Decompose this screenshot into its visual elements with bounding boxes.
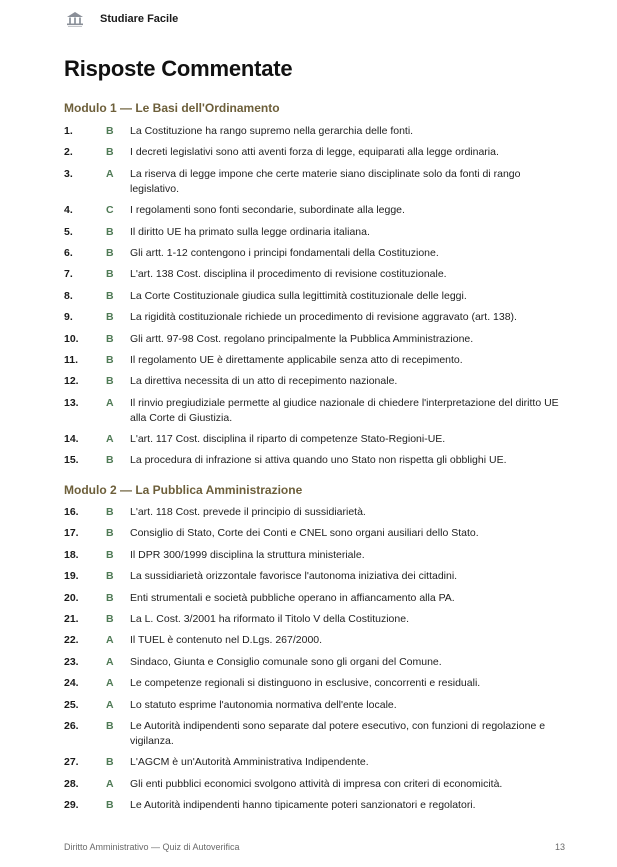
- answer-explanation: Enti strumentali e società pubbliche operano in affiancamento alla PA.: [130, 591, 455, 604]
- answer-row: [64, 698, 564, 713]
- answer-explanation: La rigidità costituzionale richiede un procedimento di revisione aggravato (art. 138).: [130, 311, 517, 324]
- question-number: 28.: [64, 777, 79, 790]
- answer-letter: B: [106, 246, 114, 259]
- answer-row: [64, 225, 564, 240]
- page-footer: [64, 842, 565, 852]
- answer-letter: C: [106, 204, 114, 217]
- answer-list: [64, 505, 564, 819]
- answer-row: [64, 332, 564, 347]
- answer-letter: B: [106, 506, 114, 518]
- answer-explanation: La procedura di infrazione si attiva quando uno Stato non rispetta gli obblighi UE.: [130, 454, 507, 467]
- answer-row: [64, 655, 564, 670]
- answer-explanation: Lo statuto esprime l'autonomia normativa dell'ente locale.: [130, 698, 397, 711]
- answer-row: [64, 203, 564, 218]
- brand-name: Studiare Facile: [100, 13, 179, 25]
- answer-explanation: Sindaco, Giunta e Consiglio comunale sono gli organi del Comune.: [130, 655, 442, 668]
- question-number: 1.: [64, 125, 73, 137]
- question-number: 15.: [64, 454, 79, 467]
- question-number: 20.: [64, 591, 79, 604]
- answer-explanation: I regolamenti sono fonti secondarie, subordinate alla legge.: [130, 204, 405, 217]
- answer-letter: B: [106, 612, 114, 625]
- answer-row: [64, 591, 564, 606]
- answer-letter: B: [106, 225, 114, 238]
- answer-explanation: Gli artt. 1-12 contengono i principi fondamentali della Costituzione.: [130, 246, 439, 259]
- answer-letter: A: [106, 655, 114, 668]
- question-number: 13.: [64, 396, 79, 409]
- answer-row: [64, 612, 564, 627]
- question-number: 26.: [64, 719, 79, 732]
- answer-explanation: La Costituzione ha rango supremo nella gerarchia delle fonti.: [130, 125, 414, 137]
- answer-letter: B: [106, 719, 114, 732]
- question-number: 25.: [64, 698, 79, 711]
- answer-explanation: La direttiva necessita di un atto di recepimento nazionale.: [130, 375, 398, 388]
- answer-row: [64, 453, 564, 468]
- question-number: 22.: [64, 634, 79, 647]
- answer-row: [64, 777, 564, 792]
- answer-row: [64, 167, 564, 197]
- answer-letter: A: [106, 634, 114, 647]
- question-number: 7.: [64, 268, 73, 281]
- question-number: 3.: [64, 167, 73, 180]
- question-number: 5.: [64, 225, 73, 238]
- question-number: 4.: [64, 204, 73, 217]
- question-number: 6.: [64, 246, 73, 259]
- answer-explanation: Gli enti pubblici economici svolgono attività di impresa con criteri di economicità.: [130, 777, 503, 790]
- answer-letter: A: [106, 677, 114, 690]
- answer-row: [64, 124, 564, 139]
- answer-letter: A: [106, 698, 114, 711]
- question-number: 21.: [64, 612, 79, 625]
- answer-row: [64, 548, 564, 563]
- question-number: 29.: [64, 799, 79, 812]
- question-number: 17.: [64, 527, 79, 540]
- answer-explanation: La L. Cost. 3/2001 ha riformato il Titolo V della Costituzione.: [130, 612, 409, 625]
- question-number: 2.: [64, 146, 73, 159]
- answer-explanation: La riserva di legge impone che certe materie siano disciplinate solo da fonti di rango legislativo.: [130, 167, 521, 195]
- answer-explanation: La sussidiarietà orizzontale favorisce l'autonoma iniziativa dei cittadini.: [130, 570, 458, 583]
- answer-list: [64, 124, 564, 475]
- answer-row: [64, 246, 564, 261]
- answer-letter: B: [106, 570, 114, 583]
- answer-explanation: La Corte Costituzionale giudica sulla legittimità costituzionale delle leggi.: [130, 289, 467, 302]
- answer-explanation: Il TUEL è contenuto nel D.Lgs. 267/2000.: [130, 634, 323, 647]
- question-number: 23.: [64, 655, 79, 668]
- page-header: [64, 9, 178, 29]
- answer-row: [64, 145, 564, 160]
- question-number: 8.: [64, 289, 73, 302]
- answer-letter: B: [106, 454, 114, 467]
- answer-row: [64, 432, 564, 447]
- answer-explanation: Il diritto UE ha primato sulla legge ordinaria italiana.: [130, 225, 370, 238]
- question-number: 18.: [64, 548, 79, 561]
- answer-explanation: Il DPR 300/1999 disciplina la struttura ministeriale.: [130, 548, 365, 561]
- module-heading: Modulo 2 — La Pubblica Amministrazione: [64, 483, 303, 497]
- answer-letter: A: [106, 396, 114, 409]
- answer-letter: B: [106, 289, 114, 302]
- question-number: 24.: [64, 677, 79, 690]
- answer-row: [64, 289, 564, 304]
- answer-row: [64, 798, 564, 813]
- answer-row: [64, 267, 564, 282]
- page-title: Risposte Commentate: [64, 56, 293, 81]
- answer-letter: B: [106, 332, 114, 345]
- answer-row: [64, 374, 564, 389]
- answer-letter: B: [106, 311, 114, 324]
- answer-letter: B: [106, 146, 114, 159]
- answer-explanation: Le competenze regionali si distinguono in esclusive, concorrenti e residuali.: [130, 677, 481, 690]
- answer-row: [64, 676, 564, 691]
- answer-letter: A: [106, 167, 114, 180]
- answer-letter: B: [106, 548, 114, 561]
- question-number: 27.: [64, 756, 79, 769]
- answer-row: [64, 526, 564, 541]
- answer-row: [64, 719, 564, 749]
- answer-explanation: L'AGCM è un'Autorità Amministrativa Indipendente.: [130, 756, 369, 769]
- answer-explanation: Le Autorità indipendenti hanno tipicamente poteri sanzionatori e regolatori.: [130, 799, 476, 812]
- answer-letter: B: [106, 268, 114, 281]
- question-number: 10.: [64, 332, 79, 345]
- question-number: 19.: [64, 570, 79, 583]
- answer-letter: B: [106, 375, 114, 388]
- question-number: 9.: [64, 311, 73, 324]
- footer-title: Diritto Amministrativo — Quiz di Autoverifica: [64, 842, 240, 852]
- answer-row: [64, 633, 564, 648]
- answer-letter: B: [106, 353, 114, 366]
- answer-row: [64, 310, 564, 325]
- answer-letter: B: [106, 799, 114, 812]
- answer-explanation: Le Autorità indipendenti sono separate dal potere esecutivo, con funzioni di regolazione e vigilanza.: [130, 719, 546, 747]
- answer-letter: B: [106, 527, 114, 540]
- question-number: 11.: [64, 353, 79, 366]
- answer-explanation: Il rinvio pregiudiziale permette al giudice nazionale di chiedere l'interpretazione del diritto UE alla Corte di Giustizia.: [130, 396, 559, 424]
- answer-explanation: Il regolamento UE è direttamente applicabile senza atto di recepimento.: [130, 353, 463, 366]
- answer-row: [64, 755, 564, 770]
- answer-explanation: I decreti legislativi sono atti aventi forza di legge, equiparati alla legge ordinaria.: [130, 146, 499, 159]
- answer-explanation: L'art. 118 Cost. prevede il principio di sussidiarietà.: [130, 506, 366, 518]
- answer-explanation: Gli artt. 97-98 Cost. regolano principalmente la Pubblica Amministrazione.: [130, 332, 474, 345]
- answer-letter: B: [106, 756, 114, 769]
- answer-letter: A: [106, 777, 114, 790]
- answer-row: [64, 353, 564, 368]
- page-number: 13: [554, 842, 565, 852]
- answer-explanation: Consiglio di Stato, Corte dei Conti e CNEL sono organi ausiliari dello Stato.: [130, 527, 479, 540]
- answer-letter: A: [106, 433, 114, 446]
- answer-explanation: L'art. 117 Cost. disciplina il riparto di competenze Stato-Regioni-UE.: [130, 433, 446, 446]
- answer-row: [64, 569, 564, 584]
- module-heading: Modulo 1 — Le Basi dell'Ordinamento: [64, 101, 280, 115]
- question-number: 16.: [64, 506, 79, 518]
- question-number: 12.: [64, 375, 79, 388]
- answer-row: [64, 505, 564, 520]
- answer-letter: B: [106, 591, 114, 604]
- answer-letter: B: [106, 125, 114, 137]
- answer-explanation: L'art. 138 Cost. disciplina il procedimento di revisione costituzionale.: [130, 268, 447, 281]
- school-building-icon: [64, 9, 86, 29]
- answer-row: [64, 396, 564, 426]
- question-number: 14.: [64, 433, 79, 446]
